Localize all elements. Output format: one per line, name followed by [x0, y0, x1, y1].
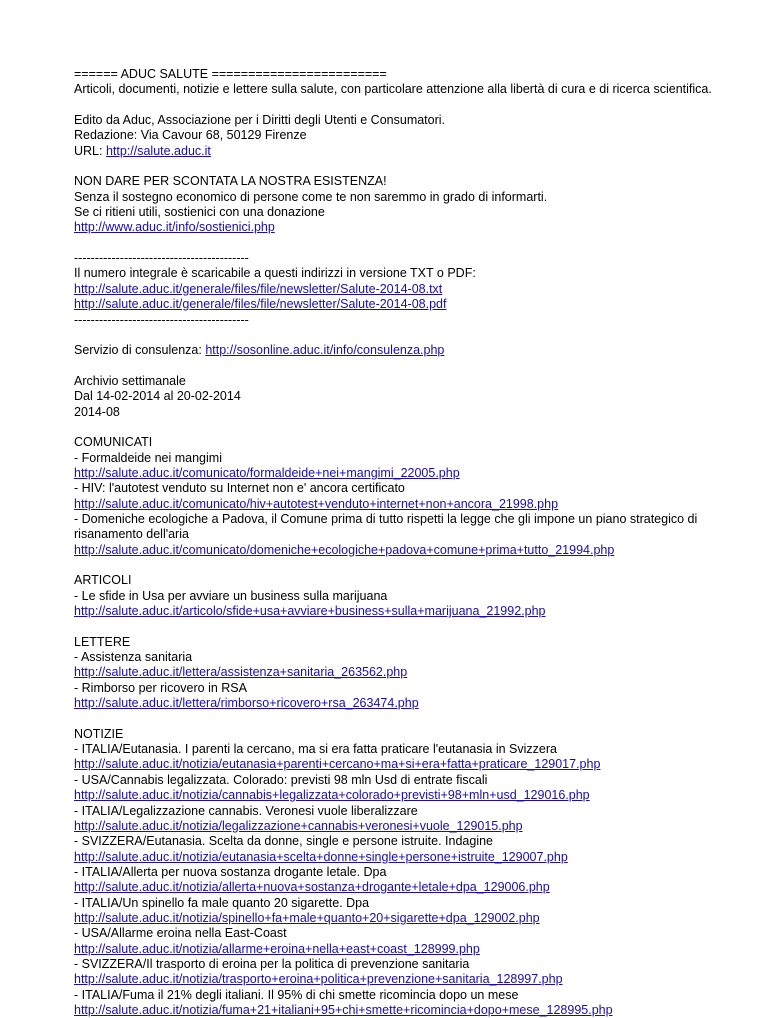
comunicato-link[interactable]: http://salute.aduc.it/comunicato/domeniche+ecologiche+padova+comune+prima+tutto_21994.php — [74, 542, 615, 557]
archive-issue: 2014-08 — [74, 404, 120, 419]
section-heading-articoli: ARTICOLI — [74, 573, 132, 588]
newsletter-document — [74, 67, 714, 1018]
section-heading-lettere: LETTERE — [74, 634, 131, 649]
separator-bottom: ------------------------------------------ — [74, 312, 249, 327]
comunicato-title: - HIV: l'autotest venduto su Internet non e' ancora certificato — [74, 481, 405, 496]
articolo-link[interactable]: http://salute.aduc.it/articolo/sfide+usa+avviare+business+sulla+marijuana_21992.php — [74, 604, 546, 619]
notizia-title: - ITALIA/Legalizzazione cannabis. Veronesi vuole liberalizzare — [74, 803, 418, 818]
comunicato-link[interactable]: http://salute.aduc.it/comunicato/formaldeide+nei+mangimi_22005.php — [74, 465, 460, 480]
site-url-line — [74, 144, 714, 159]
download-txt-link[interactable]: http://salute.aduc.it/generale/files/file/newsletter/Salute-2014-08.txt — [74, 281, 443, 296]
section-heading-notizie: NOTIZIE — [74, 726, 124, 741]
site-url-link[interactable]: http://salute.aduc.it — [105, 143, 211, 158]
section-heading-comunicati: COMUNICATI — [74, 435, 153, 450]
notizia-title: - USA/Cannabis legalizzata. Colorado: previsti 98 mln Usd di entrate fiscali — [74, 772, 488, 787]
notizia-link[interactable]: http://salute.aduc.it/notizia/allarme+eroina+nella+east+coast_128999.php — [74, 941, 480, 956]
archive-date-range: Dal 14-02-2014 al 20-02-2014 — [74, 389, 241, 404]
lettera-link[interactable]: http://salute.aduc.it/lettera/assistenza+sanitaria_263562.php — [74, 665, 408, 680]
editorial-address: Redazione: Via Cavour 68, 50129 Firenze — [74, 128, 307, 143]
notizia-link[interactable]: http://salute.aduc.it/notizia/trasporto+eroina+politica+prevenzione+sanitaria_128997.php — [74, 972, 563, 987]
notizia-title: - ITALIA/Allerta per nuova sostanza drogante letale. Dpa — [74, 864, 387, 879]
notizia-title: - USA/Allarme eroina nella East-Coast — [74, 926, 287, 941]
consulting-link[interactable]: http://sosonline.aduc.it/info/consulenza.php — [205, 343, 445, 358]
notizia-title: - SVIZZERA/Eutanasia. Scelta da donne, single e persone istruite. Indagine — [74, 834, 493, 849]
comunicato-title: - Domeniche ecologiche a Padova, il Comune prima di tutto rispetti la legge che gli impone un piano strategico di risanamento dell'aria — [74, 511, 698, 542]
notizia-title: - ITALIA/Un spinello fa male quanto 20 sigarette. Dpa — [74, 895, 370, 910]
support-heading: NON DARE PER SCONTATA LA NOSTRA ESISTENZA! — [74, 174, 387, 189]
notizia-link[interactable]: http://salute.aduc.it/notizia/eutanasia+parenti+cercano+ma+si+era+fatta+praticare_129017.php — [74, 757, 601, 772]
notizia-link[interactable]: http://salute.aduc.it/notizia/cannabis+legalizzata+colorado+previsti+98+mln+usd_129016.php — [74, 788, 590, 803]
lettera-title: - Rimborso per ricovero in RSA — [74, 680, 247, 695]
download-text: Il numero integrale è scaricabile a questi indirizzi in versione TXT o PDF: — [74, 266, 476, 281]
consulting-line — [74, 343, 714, 358]
newsletter-banner: ====== ADUC SALUTE ======================== — [74, 67, 387, 81]
lettera-title: - Assistenza sanitaria — [74, 650, 193, 665]
site-url-label: URL: — [74, 143, 106, 158]
comunicato-link[interactable]: http://salute.aduc.it/comunicato/hiv+autotest+venduto+internet+non+ancora_21998.php — [74, 496, 559, 511]
support-text: Senza il sostegno economico di persone come te non saremmo in grado di informarti. — [74, 189, 548, 204]
donation-text: Se ci ritieni utili, sostienici con una donazione — [74, 205, 325, 220]
articolo-title: - Le sfide in Usa per avviare un business sulla marijuana — [74, 588, 388, 603]
notizia-link[interactable]: http://salute.aduc.it/notizia/spinello+fa+male+quanto+20+sigarette+dpa_129002.php — [74, 910, 540, 925]
comunicato-title: - Formaldeide nei mangimi — [74, 450, 222, 465]
notizia-title: - SVIZZERA/Il trasporto di eroina per la politica di prevenzione sanitaria — [74, 956, 470, 971]
newsletter-tagline: Articoli, documenti, notizie e lettere sulla salute, con particolare attenzione alla libertà di cura e di ricerca scientifica. — [74, 82, 712, 97]
download-pdf-link[interactable]: http://salute.aduc.it/generale/files/file/newsletter/Salute-2014-08.pdf — [74, 297, 447, 312]
notizia-title: - ITALIA/Eutanasia. I parenti la cercano, ma si era fatta praticare l'eutanasia in Svizzera — [74, 742, 557, 757]
consulting-label: Servizio di consulenza: — [74, 343, 206, 358]
notizia-link[interactable]: http://salute.aduc.it/notizia/allerta+nuova+sostanza+drogante+letale+dpa_129006.php — [74, 880, 550, 895]
lettera-link[interactable]: http://salute.aduc.it/lettera/rimborso+ricovero+rsa_263474.php — [74, 696, 419, 711]
archive-title: Archivio settimanale — [74, 373, 186, 388]
notizia-link[interactable]: http://salute.aduc.it/notizia/legalizzazione+cannabis+veronesi+vuole_129015.php — [74, 818, 523, 833]
notizia-title: - ITALIA/Fuma il 21% degli italiani. Il 95% di chi smette ricomincia dopo un mese — [74, 987, 519, 1002]
donation-link[interactable]: http://www.aduc.it/info/sostienici.php — [74, 220, 275, 235]
publisher-info: Edito da Aduc, Associazione per i Diritti degli Utenti e Consumatori. — [74, 113, 446, 128]
notizia-link[interactable]: http://salute.aduc.it/notizia/eutanasia+scelta+donne+single+persone+istruite_129007.php — [74, 849, 568, 864]
separator-top: ------------------------------------------ — [74, 251, 249, 266]
notizia-link[interactable]: http://salute.aduc.it/notizia/fuma+21+italiani+95+chi+smette+ricomincia+dopo+mese_128995.php — [74, 1002, 613, 1017]
